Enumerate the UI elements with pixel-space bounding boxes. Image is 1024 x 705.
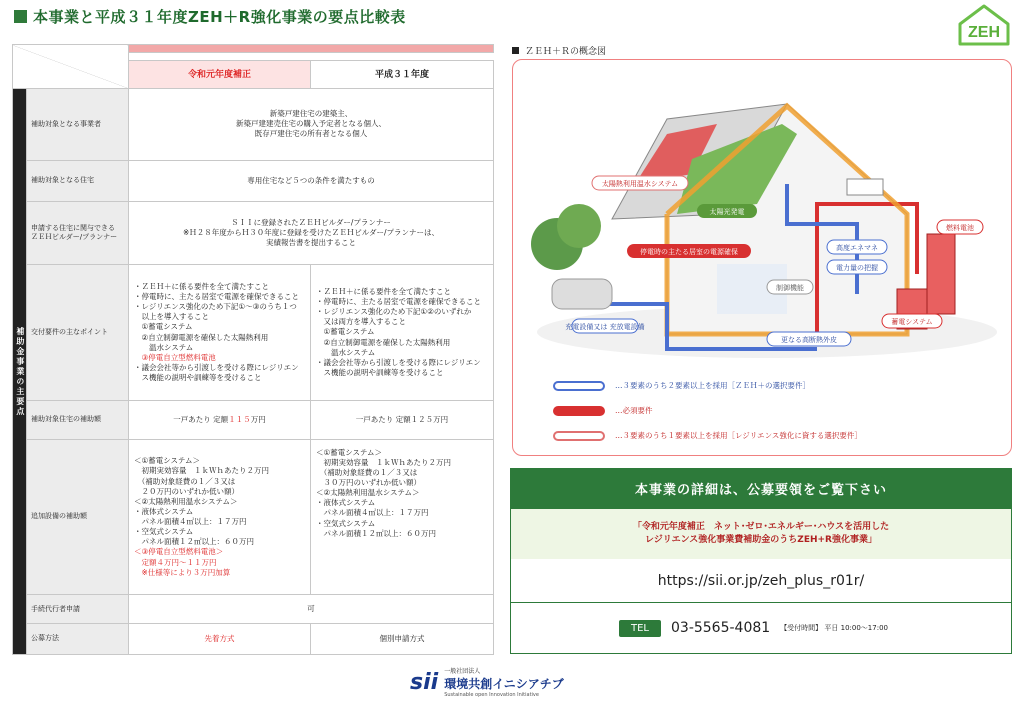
label-control: 制御機能 (776, 284, 804, 292)
reiwa-additional (129, 439, 311, 595)
label-monitor: 電力量の把握 (836, 264, 878, 272)
info-tel (511, 603, 1011, 653)
legend-resilience: …３要素のうち１要素以上を採用［レジリエンス強化に資する選択要件］ (553, 430, 862, 441)
cell-line: ２０万円のいずれか低い額） (134, 486, 239, 496)
footer-english: Sustainable open Innovation Initiative (444, 692, 539, 698)
cell-line: 初期実効容量 １ｋＷｈあたり２万円 (134, 466, 269, 476)
legend-pink-swatch (553, 431, 605, 441)
cell-line: ・レジリエンス強化のため下記①②のいずれか (316, 307, 472, 317)
footer-small: 一般社団法人 (444, 668, 481, 675)
label-fuel-cell: 燃料電池 (946, 224, 974, 232)
row-label: 補助対象となる住宅 (27, 160, 129, 201)
cell-line: ＜③停電自立型燃料電池＞ (134, 547, 224, 557)
tel-badge: TEL (619, 620, 661, 637)
row-label: 補助対象住宅の補助額 (27, 400, 129, 439)
row-label: 追加設備の補助額 (27, 439, 129, 595)
cell-line: ＜①蓄電システム＞ (134, 456, 200, 466)
label-power-secure: 停電時の主たる居室の電源確保 (640, 248, 738, 256)
tel-hours: 【受付時間】 平日 10:00～17:00 (780, 624, 888, 632)
cell-line: ・レジリエンス強化のため下記①～③のうち１つ (134, 302, 297, 312)
cell-line: 定額４万円～１１万円 (134, 557, 217, 567)
label-pv: 太陽光発電 (709, 208, 745, 216)
cell-line: ・空気式システム (316, 518, 376, 528)
label-ev: 充電設備又は 充放電設備 (565, 323, 645, 331)
legend-zeh-plus: …３要素のうち２要素以上を採用［ＺＥＨ＋の選択要件］ (553, 380, 810, 391)
cell-line: ・停電時に、主たる居室で電源を確保できること (316, 297, 481, 307)
heisei-additional (311, 439, 494, 595)
label-solar-thermal: 太陽熱利用温水システム (601, 180, 679, 188)
label-battery: 蓄電システム (891, 318, 933, 326)
cell-line: ①蓄電システム (316, 327, 375, 337)
footer-org-name: 環境共創イニシアチブ (444, 677, 564, 691)
cell-line: ス機能の説明や訓練等を受けること (134, 373, 262, 383)
reiwa-amount: 一戸あたり 定額１１５万円 (129, 400, 311, 439)
comparison-table (12, 44, 493, 655)
label-insulation: 更なる高断熱外皮 (781, 336, 837, 344)
sii-mark: sii (410, 669, 439, 695)
heisei-requirements (311, 265, 494, 400)
title-bullet-icon (512, 47, 519, 54)
cell-line: 温水システム (134, 342, 194, 352)
cell-line: ・議会会社等から引渡しを受ける際にレジリエン (134, 362, 299, 372)
header-strip (129, 45, 494, 53)
col-header-heisei: 平成３１年度 (311, 61, 494, 89)
cell-line: ・液体式システム (134, 506, 194, 516)
merged-cell: ＳＩＩに登録されたＺＥＨビルダー/プランナー ※Ｈ２８年度からＨ３０年度に登録を受けたＺＥＨビルダー/プランナーは、 実績報告書を提出すること (129, 201, 494, 265)
row-label: 交付要件の主なポイント (27, 265, 129, 400)
cell-line: ③停電自立型燃料電池 (134, 352, 216, 362)
cell-line: ・ＺＥＨ＋に係る要件を全て満たすこと (134, 281, 269, 291)
cell-line: パネル面積１２㎡以上：６０万円 (134, 537, 254, 547)
footer-logo (410, 666, 564, 698)
legend-red-swatch (553, 406, 605, 416)
cell-line: ３０万円のいずれか低い額） (316, 478, 421, 487)
cell-line: ・停電時に、主たる居室で電源を確保できること (134, 292, 299, 302)
title-bar (14, 6, 406, 27)
info-box (510, 508, 1012, 654)
merged-cell: 専用住宅など５つの条件を満たすもの (129, 160, 494, 201)
info-url[interactable]: https://sii.or.jp/zeh_plus_r01r/ (511, 559, 1011, 603)
logo-text: ZEH (968, 24, 1000, 41)
page-title: 本事業と平成３１年度ZEH＋R強化事業の要点比較表 (33, 8, 406, 26)
cell-line: ・ＺＥＨ＋に係る要件を全て満たすこと (316, 286, 451, 296)
cell-line: ①蓄電システム (134, 322, 193, 332)
cell-line: ②自立制御電源を確保した太陽熱利用 (134, 332, 269, 342)
cell-line: ＜②太陽熱利用温水システム＞ (134, 496, 238, 506)
row-label: 手続代行者申請 (27, 595, 129, 624)
cell-line: パネル面積４㎡以上：１７万円 (134, 517, 247, 527)
zeh-logo (954, 2, 1014, 46)
cell-line: ・空気式システム (134, 527, 194, 537)
heisei-amount: 一戸あたり 定額１２５万円 (311, 400, 494, 439)
cell-line: （補助対象経費の１／３又は (134, 476, 236, 486)
cell-line: パネル面積４㎡以上：１７万円 (316, 508, 429, 518)
tel-number[interactable]: 03-5565-4081 (671, 620, 771, 636)
info-subtitle: 「令和元年度補正 ネット･ゼロ･エネルギー･ハウスを活用した レジリエンス強化事業費補助金のうちZEH+R強化事業」 (511, 509, 1011, 559)
cell-line: 又は両方を導入すること (316, 317, 406, 327)
title-square-icon (14, 10, 27, 23)
cell-line: 温水システム (316, 347, 376, 357)
merged-cell: 可 (129, 595, 494, 624)
concept-diagram (512, 59, 1012, 456)
side-label: 補助金事業の主要点 (13, 89, 27, 655)
reiwa-requirements (129, 265, 311, 400)
col-header-reiwa: 令和元年度補正 (129, 61, 311, 89)
cell-line: ス機能の説明や訓練等を受けること (316, 367, 444, 377)
reiwa-method: 先着方式 (129, 624, 311, 655)
merged-cell: 新築戸建住宅の建築主、 新築戸建建売住宅の購入予定者となる個人、 既存戸建住宅の所有者となる個人 (129, 89, 494, 161)
concept-title: ＺＥＨ＋Ｒの概念図 (512, 44, 606, 57)
row-label: 申請する住宅に関与できる ＺＥＨビルダー/プランナー (27, 201, 129, 265)
cell-line: 以上を導入すること (134, 312, 209, 322)
cell-line: ＜②太陽熱利用温水システム＞ (316, 488, 420, 498)
cell-line: （補助対象経費の１／３又は (316, 467, 418, 477)
cell-line: 初期実効容量 １ｋＷｈあたり２万円 (316, 457, 451, 467)
cell-line: パネル面積１２㎡以上：６０万円 (316, 528, 436, 538)
cell-line: ・液体式システム (316, 498, 376, 508)
cell-line: ・議会会社等から引渡しを受ける際にレジリエン (316, 357, 481, 367)
cell-line: ＜①蓄電システム＞ (316, 447, 382, 457)
legend-required: …必須要件 (553, 405, 653, 416)
row-label: 補助対象となる事業者 (27, 89, 129, 161)
row-label: 公募方法 (27, 624, 129, 655)
legend-blue-swatch (553, 381, 605, 391)
cell-line: ※仕様等により３万円加算 (134, 567, 231, 577)
info-heading: 本事業の詳細は、公募要領をご覧下さい (510, 468, 1012, 508)
cell-line: ②自立制御電源を確保した太陽熱利用 (316, 337, 451, 347)
house-illustration (517, 64, 1007, 384)
table-corner (13, 45, 129, 89)
heisei-method: 個別申請方式 (311, 624, 494, 655)
label-efficient: 高度エネマネ (836, 244, 878, 252)
